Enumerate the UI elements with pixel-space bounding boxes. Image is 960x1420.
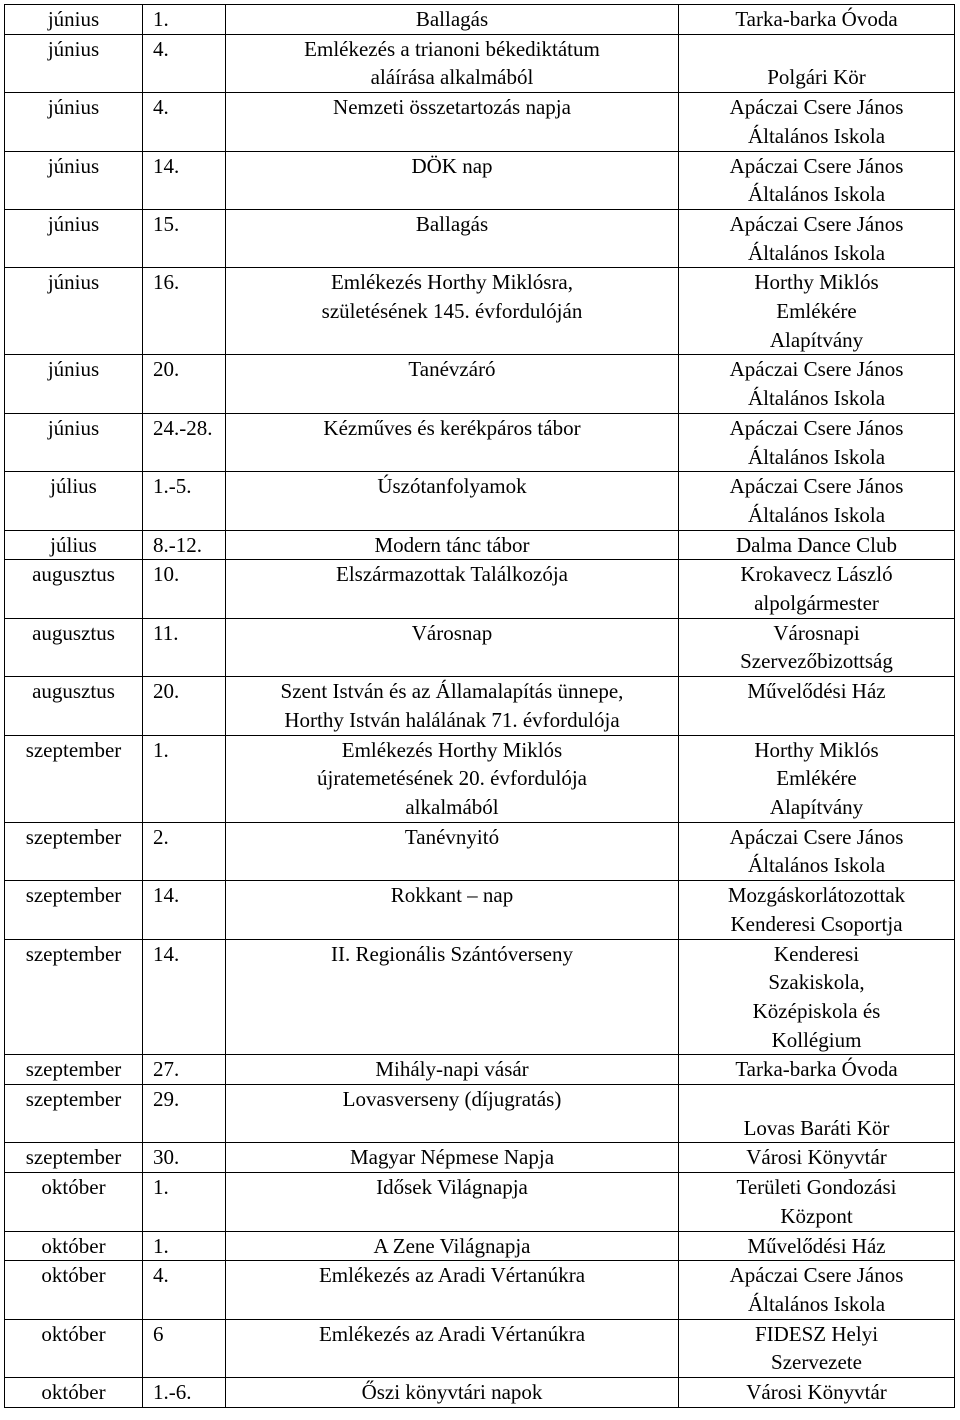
event-cell: Rokkant – nap (226, 881, 679, 939)
day-cell: 11. (143, 618, 226, 676)
event-cell: Emlékezés Horthy Miklós újratemetésének 20. évfordulója alkalmából (226, 735, 679, 822)
month-cell: június (5, 5, 143, 35)
event-row (5, 268, 955, 355)
month-cell: július (5, 530, 143, 560)
day-cell: 27. (143, 1055, 226, 1085)
day-cell: 15. (143, 209, 226, 267)
event-cell: Őszi könyvtári napok (226, 1378, 679, 1408)
day-cell: 30. (143, 1143, 226, 1173)
event-cell: Ballagás (226, 209, 679, 267)
event-cell: Idősek Világnapja (226, 1173, 679, 1231)
event-row (5, 618, 955, 676)
event-row (5, 93, 955, 151)
month-cell: október (5, 1173, 143, 1231)
organizer-cell: Városnapi Szervezőbizottság (679, 618, 955, 676)
month-cell: szeptember (5, 1085, 143, 1143)
event-cell: DÖK nap (226, 151, 679, 209)
day-cell: 29. (143, 1085, 226, 1143)
day-cell: 2. (143, 822, 226, 880)
organizer-cell: Apáczai Csere János Általános Iskola (679, 822, 955, 880)
day-cell: 1. (143, 5, 226, 35)
organizer-cell: Tarka-barka Óvoda (679, 1055, 955, 1085)
event-cell: Nemzeti összetartozás napja (226, 93, 679, 151)
event-cell: Tanévzáró (226, 355, 679, 413)
organizer-cell: Kenderesi Szakiskola, Középiskola és Kollégium (679, 939, 955, 1055)
day-cell: 20. (143, 355, 226, 413)
organizer-cell: Dalma Dance Club (679, 530, 955, 560)
event-cell: Emlékezés Horthy Miklósra, születésének 145. évfordulóján (226, 268, 679, 355)
month-cell: szeptember (5, 939, 143, 1055)
month-cell: július (5, 472, 143, 530)
month-cell: augusztus (5, 618, 143, 676)
event-row (5, 209, 955, 267)
event-row (5, 1231, 955, 1261)
events-table (4, 4, 955, 1408)
organizer-cell: Területi Gondozási Központ (679, 1173, 955, 1231)
organizer-cell: Horthy Miklós Emlékére Alapítvány (679, 268, 955, 355)
day-cell: 1.-5. (143, 472, 226, 530)
event-cell: Úszótanfolyamok (226, 472, 679, 530)
event-row (5, 530, 955, 560)
month-cell: szeptember (5, 1143, 143, 1173)
organizer-cell: Mozgáskorlátozottak Kenderesi Csoportja (679, 881, 955, 939)
month-cell: október (5, 1378, 143, 1408)
event-row (5, 1143, 955, 1173)
event-row (5, 1261, 955, 1319)
event-row (5, 822, 955, 880)
day-cell: 1.-6. (143, 1378, 226, 1408)
event-cell: Ballagás (226, 5, 679, 35)
organizer-cell: Apáczai Csere János Általános Iskola (679, 151, 955, 209)
organizer-cell: Apáczai Csere János Általános Iskola (679, 1261, 955, 1319)
day-cell: 10. (143, 560, 226, 618)
organizer-cell: Krokavecz László alpolgármester (679, 560, 955, 618)
event-row (5, 560, 955, 618)
event-row (5, 355, 955, 413)
month-cell: június (5, 34, 143, 92)
event-cell: Tanévnyitó (226, 822, 679, 880)
event-row (5, 34, 955, 92)
day-cell: 1. (143, 1173, 226, 1231)
month-cell: október (5, 1231, 143, 1261)
event-row (5, 1085, 955, 1143)
event-cell: II. Regionális Szántóverseny (226, 939, 679, 1055)
organizer-cell: Művelődési Ház (679, 677, 955, 735)
day-cell: 20. (143, 677, 226, 735)
organizer-cell: Apáczai Csere János Általános Iskola (679, 413, 955, 471)
organizer-cell: Apáczai Csere János Általános Iskola (679, 472, 955, 530)
event-row (5, 1378, 955, 1408)
day-cell: 4. (143, 34, 226, 92)
month-cell: október (5, 1319, 143, 1377)
day-cell: 14. (143, 881, 226, 939)
month-cell: október (5, 1261, 143, 1319)
event-row (5, 1173, 955, 1231)
organizer-cell: Apáczai Csere János Általános Iskola (679, 355, 955, 413)
event-cell: Modern tánc tábor (226, 530, 679, 560)
event-cell: Városnap (226, 618, 679, 676)
day-cell: 16. (143, 268, 226, 355)
event-cell: Magyar Népmese Napja (226, 1143, 679, 1173)
month-cell: szeptember (5, 735, 143, 822)
event-row (5, 5, 955, 35)
organizer-cell: Városi Könyvtár (679, 1378, 955, 1408)
organizer-cell: Apáczai Csere János Általános Iskola (679, 209, 955, 267)
month-cell: szeptember (5, 1055, 143, 1085)
day-cell: 1. (143, 1231, 226, 1261)
event-row (5, 151, 955, 209)
event-cell: Elszármazottak Találkozója (226, 560, 679, 618)
event-cell: A Zene Világnapja (226, 1231, 679, 1261)
event-row (5, 472, 955, 530)
month-cell: június (5, 355, 143, 413)
day-cell: 4. (143, 93, 226, 151)
month-cell: június (5, 268, 143, 355)
month-cell: szeptember (5, 881, 143, 939)
day-cell: 8.-12. (143, 530, 226, 560)
day-cell: 14. (143, 939, 226, 1055)
event-cell: Emlékezés az Aradi Vértanúkra (226, 1261, 679, 1319)
month-cell: június (5, 151, 143, 209)
event-row (5, 677, 955, 735)
event-cell: Emlékezés az Aradi Vértanúkra (226, 1319, 679, 1377)
event-row (5, 413, 955, 471)
event-row (5, 881, 955, 939)
organizer-cell: Művelődési Ház (679, 1231, 955, 1261)
events-table-body (5, 5, 955, 1408)
day-cell: 1. (143, 735, 226, 822)
month-cell: június (5, 209, 143, 267)
event-cell: Lovasverseny (díjugratás) (226, 1085, 679, 1143)
event-cell: Mihály-napi vásár (226, 1055, 679, 1085)
day-cell: 14. (143, 151, 226, 209)
event-row (5, 1055, 955, 1085)
month-cell: június (5, 413, 143, 471)
event-cell: Szent István és az Államalapítás ünnepe, Horthy István halálának 71. évfordulója (226, 677, 679, 735)
month-cell: június (5, 93, 143, 151)
organizer-cell: Horthy Miklós Emlékére Alapítvány (679, 735, 955, 822)
event-cell: Kézműves és kerékpáros tábor (226, 413, 679, 471)
day-cell: 4. (143, 1261, 226, 1319)
event-row (5, 1319, 955, 1377)
organizer-cell: Apáczai Csere János Általános Iskola (679, 93, 955, 151)
organizer-cell: Lovas Baráti Kör (679, 1085, 955, 1143)
day-cell: 24.-28. (143, 413, 226, 471)
event-cell: Emlékezés a trianoni békediktátum aláírása alkalmából (226, 34, 679, 92)
organizer-cell: Tarka-barka Óvoda (679, 5, 955, 35)
organizer-cell: FIDESZ Helyi Szervezete (679, 1319, 955, 1377)
organizer-cell: Polgári Kör (679, 34, 955, 92)
event-row (5, 939, 955, 1055)
organizer-cell: Városi Könyvtár (679, 1143, 955, 1173)
day-cell: 6 (143, 1319, 226, 1377)
month-cell: szeptember (5, 822, 143, 880)
month-cell: augusztus (5, 677, 143, 735)
month-cell: augusztus (5, 560, 143, 618)
event-row (5, 735, 955, 822)
